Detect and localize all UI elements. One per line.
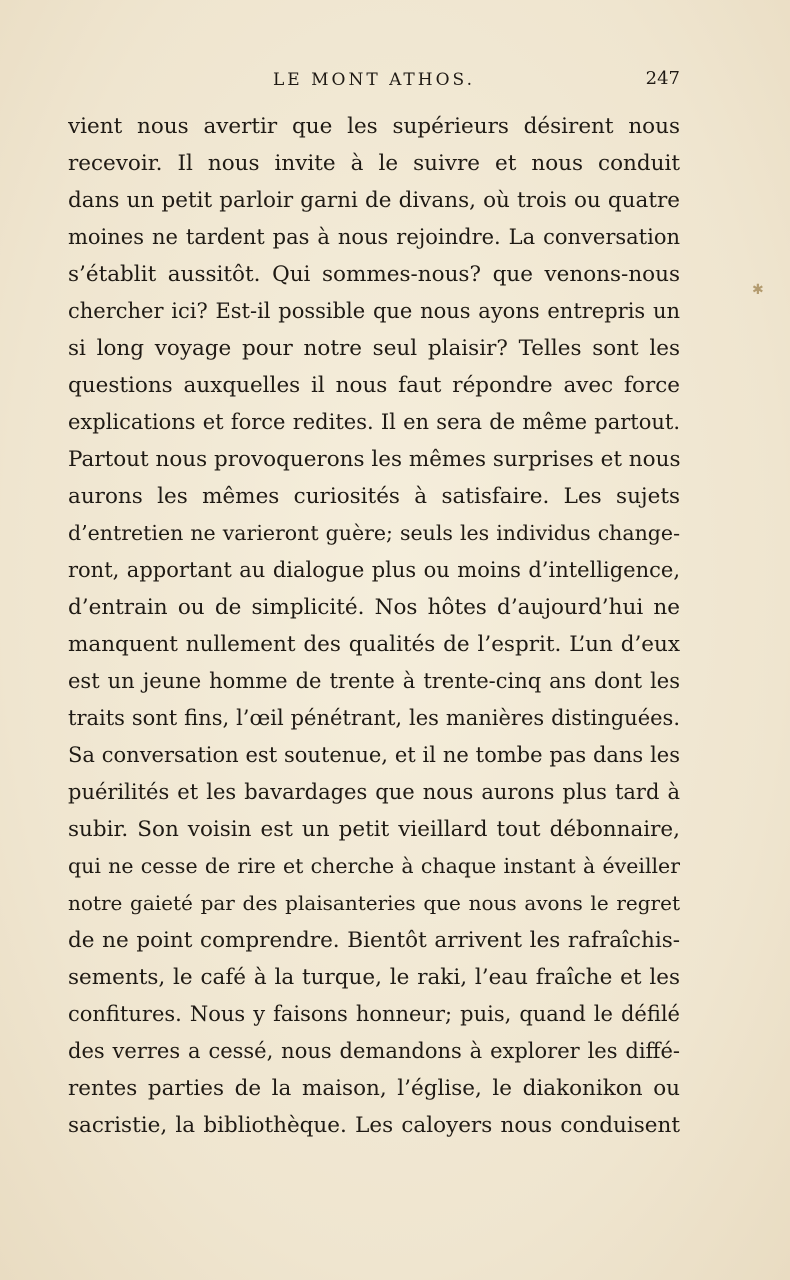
text-line: aurons les mêmes curiosités à satisfaire. Les sujets bbox=[68, 484, 680, 509]
text-line: puérilités et les bavardages que nous aurons plus tard à bbox=[68, 780, 680, 804]
page-number: 247 bbox=[645, 68, 680, 89]
text-line: questions auxquelles il nous faut répondre avec force bbox=[68, 373, 680, 398]
running-title: LE MONT ATHOS. bbox=[273, 70, 475, 90]
page-header bbox=[68, 66, 680, 96]
text-line: Sa conversation est soutenue, et il ne tombe pas dans les bbox=[68, 743, 680, 767]
text-line: s’établit aussitôt. Qui sommes-nous? que venons-nous bbox=[68, 262, 680, 287]
text-line: moines ne tardent pas à nous rejoindre. La conversation bbox=[68, 225, 680, 249]
text-line: rentes parties de la maison, l’église, le diakonikon ou bbox=[68, 1076, 680, 1101]
text-line: confitures. Nous y faisons honneur; puis, quand le défilé bbox=[68, 1002, 680, 1026]
text-line: est un jeune homme de trente à trente-cinq ans dont les bbox=[68, 669, 680, 693]
text-line: recevoir. Il nous invite à le suivre et nous conduit bbox=[68, 151, 680, 176]
text-line: chercher ici? Est-il possible que nous ayons entrepris un bbox=[68, 299, 680, 323]
text-line: sacristie, la bibliothèque. Les caloyers nous conduisent bbox=[68, 1113, 680, 1138]
text-line: notre gaieté par des plaisanteries que nous avons le regret bbox=[68, 891, 680, 915]
text-line: ront, apportant au dialogue plus ou moins d’intelligence, bbox=[68, 558, 680, 582]
text-line: subir. Son voisin est un petit vieillard tout débonnaire, bbox=[68, 817, 680, 842]
text-line: si long voyage pour notre seul plaisir? Telles sont les bbox=[68, 336, 680, 361]
text-line: sements, le café à la turque, le raki, l’eau fraîche et les bbox=[68, 965, 680, 990]
text-line: dans un petit parloir garni de divans, où trois ou quatre bbox=[68, 188, 680, 213]
text-line: traits sont fins, l’œil pénétrant, les manières distinguées. bbox=[68, 706, 680, 730]
text-line: manquent nullement des qualités de l’esprit. L’un d’eux bbox=[68, 632, 680, 657]
text-line: des verres a cessé, nous demandons à explorer les diffé- bbox=[68, 1039, 680, 1063]
text-line: d’entrain ou de simplicité. Nos hôtes d’aujourd’hui ne bbox=[68, 595, 680, 620]
text-line: de ne point comprendre. Bientôt arrivent les rafraîchis- bbox=[68, 928, 680, 953]
margin-speck-mark: ✱ bbox=[752, 282, 764, 298]
text-line: Partout nous provoquerons les mêmes surprises et nous bbox=[68, 447, 680, 472]
text-line: qui ne cesse de rire et cherche à chaque instant à éveiller bbox=[68, 854, 680, 878]
body-text bbox=[68, 108, 680, 1144]
text-line: d’entretien ne varieront guère; seuls les individus change- bbox=[68, 521, 680, 545]
text-line: explications et force redites. Il en sera de même partout. bbox=[68, 410, 680, 434]
text-line: vient nous avertir que les supérieurs désirent nous bbox=[68, 114, 680, 139]
